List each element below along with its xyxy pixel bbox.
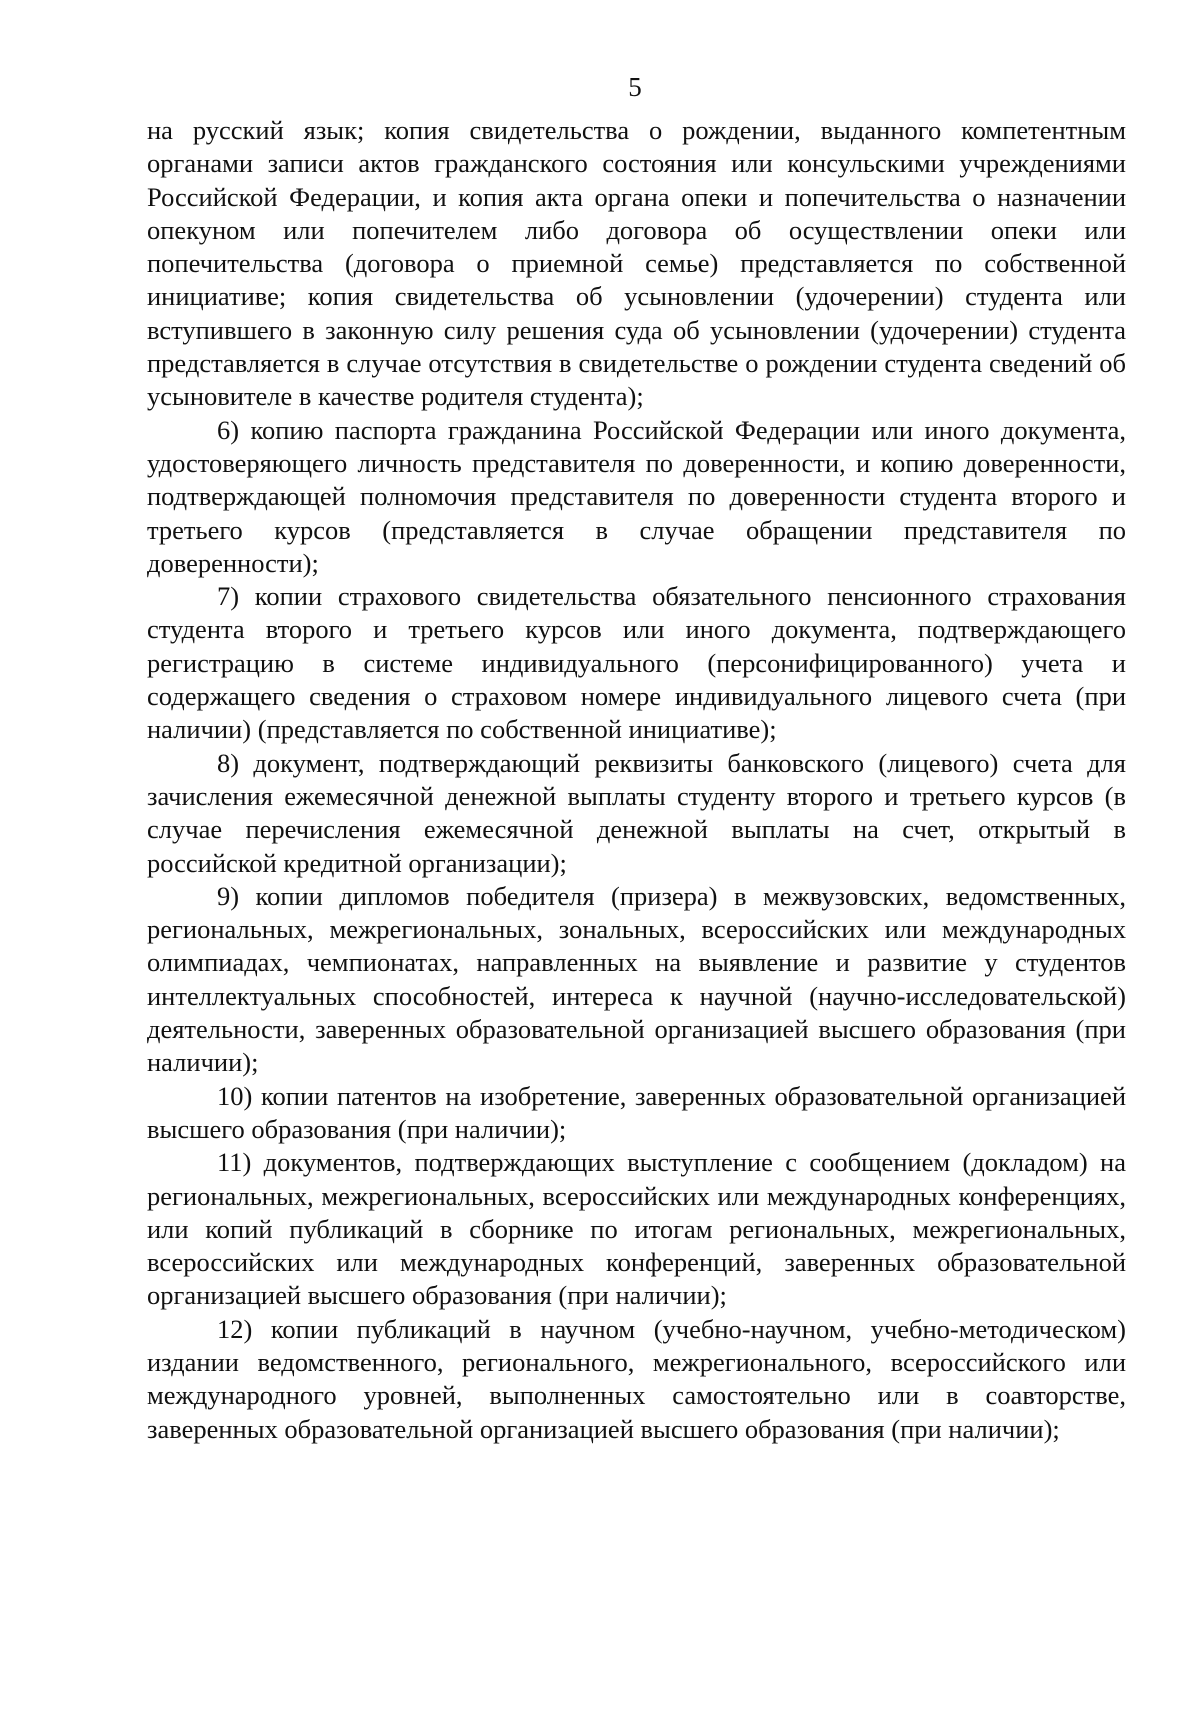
list-item-10: 10) копии патентов на изобретение, заверенных образовательной организацией высшего образования (при наличии); bbox=[147, 1080, 1126, 1144]
list-item-8: 8) документ, подтверждающий реквизиты банковского (лицевого) счета для зачисления ежемесячной денежной выплаты студенту второго и третьего курсов (в случае перечисления ежемесячной денежной выплаты на счет, открытый в российской кредитной организации); bbox=[147, 747, 1126, 878]
list-item-7: 7) копии страхового свидетельства обязательного пенсионного страхования студента второго и третьего курсов или иного документа, подтверждающего регистрацию в системе индивидуального (персонифицированного) учета и содержащего сведения о страховом номере индивидуального лицевого счета (при наличии) (представляется по собственной инициативе); bbox=[147, 581, 1126, 745]
document-body bbox=[147, 114, 1126, 1446]
paragraph-continuation: на русский язык; копия свидетельства о рождении, выданного компетентным органами записи актов гражданского состояния или консульскими учреждениями Российской Федерации, и копия акта органа опеки и попечительства о назначении опекуном или попечителем либо договора об осуществлении опеки или попечительства (договора о приемной семье) представляется по собственной инициативе; копия свидетельства об усыновлении (удочерении) студента или вступившего в законную силу решения суда об усыновлении (удочерении) студента представляется в случае отсутствия в свидетельстве о рождении студента сведений об усыновителе в качестве родителя студента); bbox=[147, 115, 1126, 412]
list-item-12: 12) копии публикаций в научном (учебно-научном, учебно-методическом) издании ведомственного, регионального, межрегионального, всероссийского или международного уровней, выполненных самостоятельно или в соавторстве, заверенных образовательной организацией высшего образования (при наличии); bbox=[147, 1313, 1126, 1444]
list-item-11: 11) документов, подтверждающих выступление с сообщением (докладом) на региональных, межрегиональных, всероссийских или международных конференциях, или копий публикаций в сборнике по итогам региональных, межрегиональных, всероссийских или международных конференций, заверенных образовательной организацией высшего образования (при наличии); bbox=[147, 1147, 1126, 1311]
list-item-9: 9) копии дипломов победителя (призера) в межвузовских, ведомственных, региональных, межрегиональных, зональных, всероссийских или международных олимпиадах, чемпионатах, направленных на выявление и развитие у студентов интеллектуальных способностей, интереса к научной (научно-исследовательской) деятельности, заверенных образовательной организацией высшего образования (при наличии); bbox=[147, 880, 1126, 1078]
list-item-6: 6) копию паспорта гражданина Российской Федерации или иного документа, удостоверяющего личность представителя по доверенности, и копию доверенности, подтверждающей полномочия представителя по доверенности студента второго и третьего курсов (представляется в случае обращении представителя по доверенности); bbox=[147, 414, 1126, 578]
page-number: 5 bbox=[628, 72, 642, 102]
